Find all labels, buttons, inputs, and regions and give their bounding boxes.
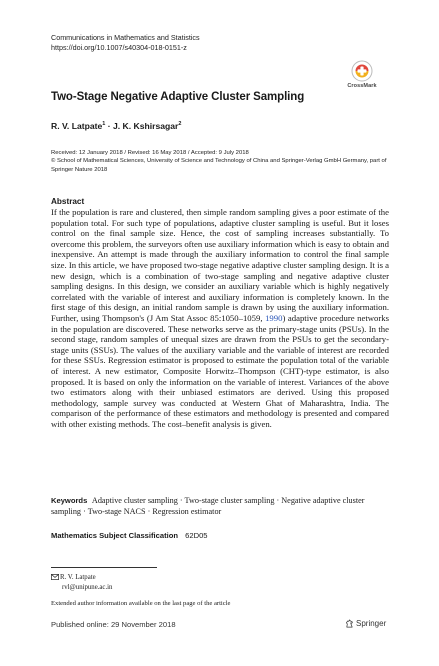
keywords-section <box>51 496 389 518</box>
abstract-text: ) adaptive procedure networks in the population are discovered. These networks serve as the primary-stage units (PSUs). In the second stage, random samples of unequal sizes are drawn from the PSUs to get the secondary-stage units (SSUs). The values of the auxiliary variable and the variable of interest are recorded for these SSUs. Regression estimator is proposed to estimate the population total of the variable of interest. A new estimator, Composite Horwitz–Thompson (CHT)-type estimator, is also proposed. It is based on only the information on the variable of interest. Variances of the above two estimators along with their unbiased estimators are derived. Using this proposed methodology, sample survey was conducted at Western Ghat of Maharashtra, India. The comparison of the performance of these estimators and methodology is presented and compared with other existing methods. The cost–benefit analysis is given. <box>51 312 389 429</box>
affiliation-marker: 2 <box>178 121 182 128</box>
keywords-list: Adaptive cluster sampling · Two-stage cluster sampling · Negative adaptive cluster sampling · Two-stage NACS · Regression estimator <box>51 496 365 516</box>
affiliation-marker: 1 <box>102 121 106 128</box>
envelope-icon <box>51 574 60 583</box>
article-dates: Received: 12 January 2018 / Revised: 16 May 2018 / Accepted: 9 July 2018 <box>51 150 249 156</box>
crossmark-icon <box>351 60 373 82</box>
copyright-notice: © School of Mathematical Sciences, University of Science and Technology of China and Springer-Verlag GmbH Germany, part of Springer Nature 2018 <box>51 158 387 173</box>
abstract-text: If the population is rare and clustered, then simple random sampling gives a poor estimate of the population total. For such type of populations, adaptive cluster sampling is useful. But it loses control on the final sample size. Hence, the cost of sampling increases substantially. To overcome this problem, the surveyors often use auxiliary information which is easy to obtain and inexpensive. An attempt is made through the auxiliary information to control the final sample size. In this article, we have proposed two-stage negative adaptive cluster sampling design. It is a new design, which is a combination of two-stage sampling and negative adaptive cluster sampling designs. In this design, we consider an auxiliary variable which is highly negatively correlated with the variable of interest and auxiliary information is completely known. In the first stage of this design, an initial random sample is drawn by using the auxiliary information. Further, using Thompson's (J Am Stat Assoc 85:1050–1059, <box>51 207 389 323</box>
article-meta <box>51 149 396 174</box>
article-title: Two-Stage Negative Adaptive Cluster Sampling <box>51 91 305 103</box>
abstract-heading: Abstract <box>51 197 85 206</box>
publisher-name: Springer <box>356 619 387 628</box>
msc-code: 62D05 <box>185 531 208 540</box>
correspondence <box>51 573 112 592</box>
journal-name: Communications in Mathematics and Statistics <box>51 33 200 42</box>
citation-link[interactable]: 1990 <box>265 312 283 323</box>
crossmark-label: CrossMark <box>347 83 377 89</box>
author-list <box>51 121 181 131</box>
publisher-logo <box>345 619 386 628</box>
springer-horse-icon <box>345 619 354 628</box>
msc-heading: Mathematics Subject Classification <box>51 531 179 540</box>
msc-section <box>51 531 208 540</box>
journal-header <box>51 33 200 53</box>
abstract-body <box>51 207 389 429</box>
extended-author-info: Extended author information available on the last page of the article <box>51 600 231 607</box>
journal-doi[interactable]: https://doi.org/10.1007/s40304-018-0151-z <box>51 43 187 52</box>
corresponding-author-name: R. V. Latpate <box>60 574 96 581</box>
author-name[interactable]: J. K. Kshirsagar <box>112 121 179 131</box>
footnote-divider <box>51 567 157 568</box>
corresponding-email[interactable]: rvl@unipune.ac.in <box>62 584 113 591</box>
keywords-heading: Keywords <box>51 496 88 505</box>
author-name[interactable]: R. V. Latpate <box>51 121 103 131</box>
published-date: Published online: 29 November 2018 <box>51 620 176 629</box>
crossmark-badge[interactable] <box>337 60 387 89</box>
author-separator: · <box>105 121 113 131</box>
